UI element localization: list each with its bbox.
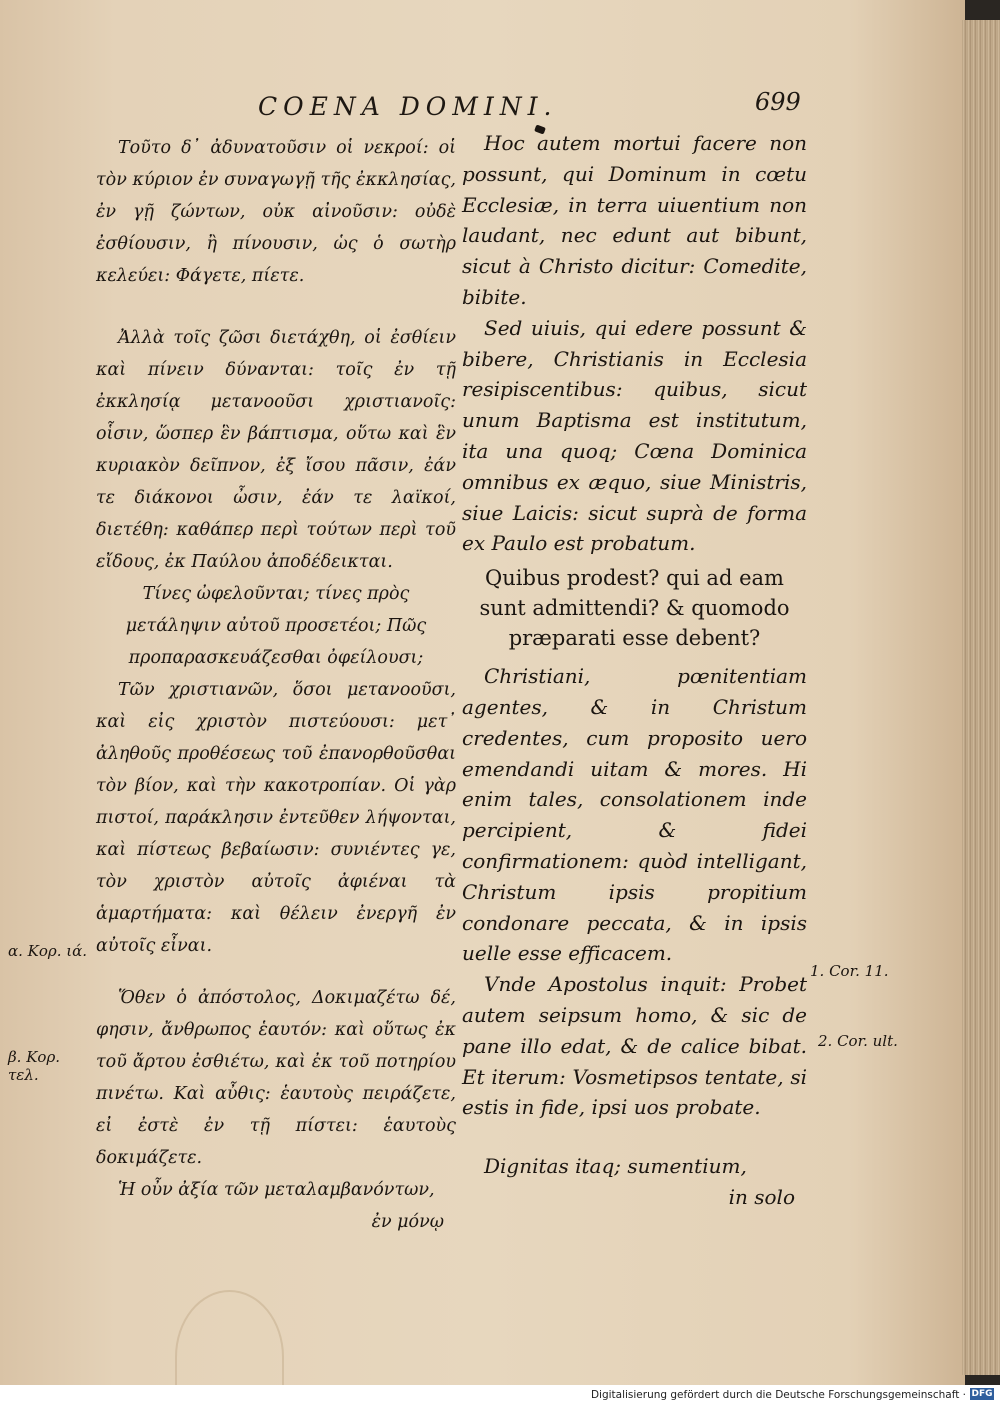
latin-paragraph-5: Dignitas itaq; sumentium, <box>484 1154 747 1179</box>
margin-note-greek-2: β. Κορ. τελ. <box>8 1048 61 1084</box>
footer-credit: Digitalisierung gefördert durch die Deutsche Forschungsgemeinschaft · <box>590 1389 966 1401</box>
greek-catchword: ἐν μόνῳ <box>371 1212 444 1232</box>
latin-question-heading: Quibus prodest? qui ad eam sunt admittendi? & quomodo præparati esse debent? <box>479 566 790 651</box>
latin-paragraph-2: Sed uiuis, qui edere possunt & bibere, Christianis in Ecclesia resipiscentibus: quibus, sicut unum Baptisma est institutum, ita una quoq; Cœna Dominica omnibus ex æquo, siue Ministris, siue Laicis: sicut suprà de forma ex Paulo est probatum. <box>462 315 807 556</box>
latin-paragraph-1: Hoc autem mortui facere non possunt, qui Dominum in cœtu Ecclesiæ, in terra uiuentium non laudant, nec edunt aut bibunt, sicut à Christo dicitur: Comedite, bibite. <box>462 131 807 309</box>
running-head: COENA DOMINI. <box>258 92 558 121</box>
page-stain <box>175 1290 284 1385</box>
greek-paragraph-4: Ὅθεν ὁ ἀπόστολος, Δοκιμαζέτω δέ, φησιν, ἄνθρωπος ἑαυτόν: καὶ οὕτως ἐκ τοῦ ἄρτου ἐσθιέτω, καὶ ἐκ τοῦ ποτηρίου πινέτω. Καὶ αὖθις: ἑαυτοὺς πειράζετε, εἰ ἐστὲ ἐν τῇ πίστει: ἑαυτοὺς δοκιμάζετε. <box>96 988 456 1168</box>
margin-note-greek-1: α. Κορ. ιά. <box>8 942 88 960</box>
latin-catchword: in solo <box>728 1184 795 1209</box>
greek-paragraph-5: Ἡ οὖν ἀξία τῶν μεταλαμβανόντων, <box>118 1180 435 1200</box>
latin-paragraph-4: Vnde Apostolus inquit: Probet autem seipsum homo, & sic de pane illo edat, & de calice bibat. Et iterum: Vosmetipsos tentate, si estis in fide, ipsi uos probate. <box>462 972 807 1120</box>
margin-note-latin-2: 2. Cor. ult. <box>818 1032 898 1050</box>
greek-paragraph-2: Ἀλλὰ τοῖς ζῶσι διετάχθη, οἱ ἐσθίειν καὶ πίνειν δύνανται: τοῖς ἐν τῇ ἐκκλησίᾳ μετανοοῦσι χριστιανοῖς: οἷσιν, ὥσπερ ἓν βάπτισμα, οὕτω καὶ ἓν κυριακὸν δεῖπνον, ἐξ ἴσου πᾶσιν, ἐάν τε διάκονοι ὦσιν, ἐάν τε λαϊκοί, διετέθη: καθάπερ περὶ τούτων περὶ τοῦ εἴδους, ἐκ Παύλου ἀποδέδεικται. <box>96 328 456 572</box>
greek-paragraph-3: Τῶν χριστιανῶν, ὅσοι μετανοοῦσι, καὶ εἰς χριστὸν πιστεύουσι: μετ᾽ ἀληθοῦς προθέσεως τοῦ ἐπανορθοῦσθαι τὸν βίον, καὶ τὴν κακοτροπίαν. Οἱ γὰρ πιστοί, παράκλησιν ἐντεῦθεν λήψονται, καὶ πίστεως βεβαίωσιν: συνιέντες γε, τὸν χριστὸν αὐτοῖς ἀφιέναι τὰ ἁμαρτήματα: καὶ θέλειν ἐνεργῆ ἐν αὐτοῖς εἶναι. <box>96 680 456 956</box>
dfg-logo: DFG <box>971 1389 993 1399</box>
greek-question-heading: Τίνες ὠφελοῦνται; τίνες πρὸς μετάληψιν αὐτοῦ προσετέοι; Πῶς προπαρασκευάζεσθαι ὀφείλουσι; <box>125 584 427 668</box>
greek-paragraph-1: Τοῦτο δ᾽ ἀδυνατοῦσιν οἱ νεκροί: οἱ τὸν κύριον ἐν συναγωγῇ τῆς ἐκκλησίας, ἐν γῇ ζώντων, οὐκ αἰνοῦσιν: οὐδὲ ἐσθίουσιν, ἢ πίνουσιν, ὡς ὁ σωτὴρ κελεύει: Φάγετε, πίετε. <box>96 138 456 286</box>
page-fore-edge <box>962 20 1000 1375</box>
margin-note-latin-1: 1. Cor. 11. <box>810 962 889 980</box>
greek-column <box>96 132 456 1238</box>
latin-column <box>462 128 807 1213</box>
latin-paragraph-3: Christiani, pœnitentiam agentes, & in Christum credentes, cum proposito uero emendandi uitam & mores. Hi enim tales, consolationem inde percipient, & fidei confirmationem: quòd intelligant, Christum ipsis propitium condonare peccata, & in ipsis uelle esse efficacem. <box>462 664 807 966</box>
page-number: 699 <box>755 88 801 116</box>
